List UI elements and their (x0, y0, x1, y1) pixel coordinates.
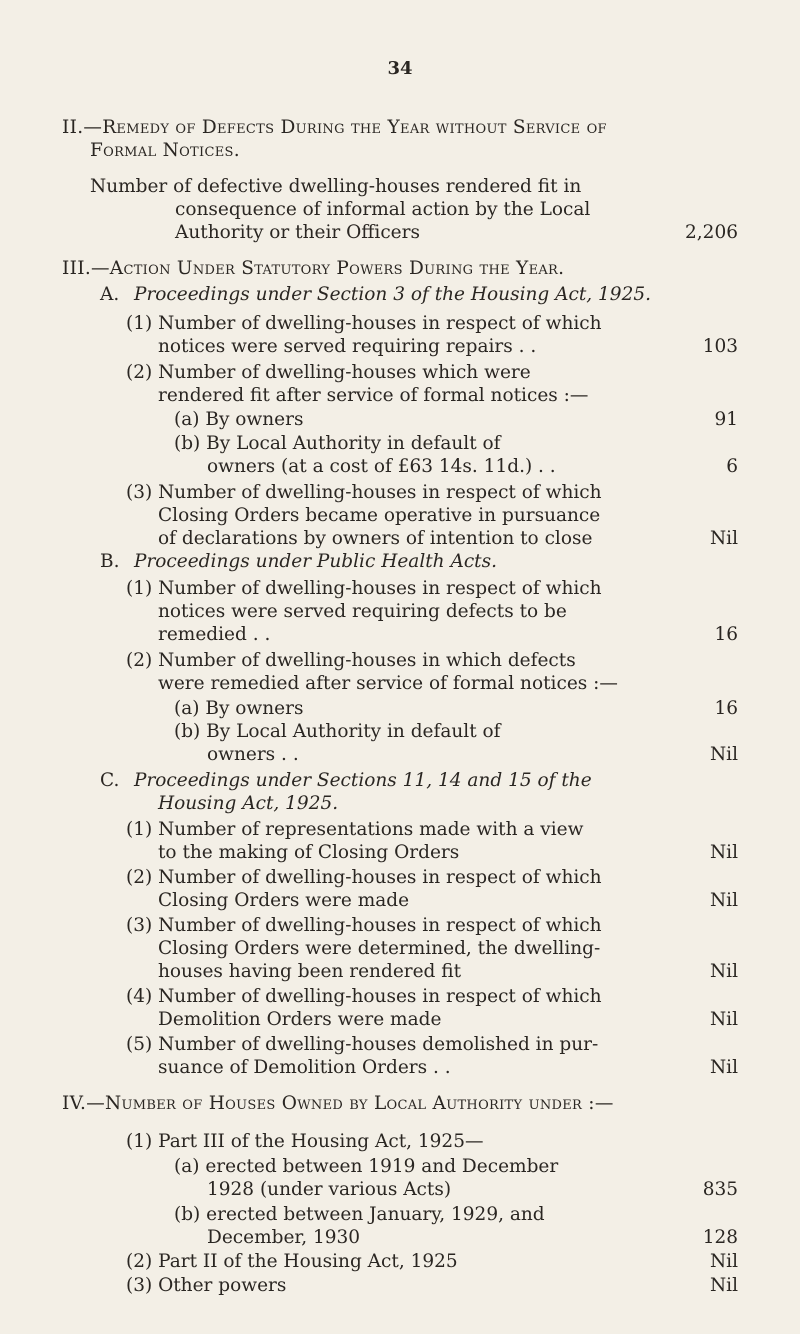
item-text: Demolition Orders were made (158, 1009, 442, 1030)
page-number: 34 (387, 58, 413, 79)
item-text: owners (at a cost of £63 14s. 11d.) . . (207, 456, 556, 477)
item-value: Nil (709, 842, 738, 863)
item-value: Nil (709, 1275, 738, 1296)
item-text: (1) Part III of the Housing Act, 1925— (126, 1131, 484, 1152)
section-3b-title: Proceedings under Public Health Acts. (134, 551, 497, 572)
item-text: notices were served requiring repairs . . (158, 336, 537, 357)
section-2-value: 2,206 (685, 222, 738, 243)
section-3a-label: A. (100, 284, 120, 305)
item-text: houses having been rendered fit (158, 961, 462, 982)
item-text: (b) By Local Authority in default of (174, 721, 501, 742)
item-text: (1) Number of representations made with a view (126, 819, 584, 840)
item-text: Closing Orders were determined, the dwelling- (158, 938, 601, 959)
item-text: Closing Orders were made (158, 890, 410, 911)
item-value: 128 (702, 1227, 738, 1248)
item-text: (a) By owners (174, 409, 304, 430)
item-text: (3) Number of dwelling-houses in respect of which (126, 915, 602, 936)
item-value: Nil (709, 1009, 738, 1030)
item-value: Nil (709, 1057, 738, 1078)
section-2-text: Authority or their Officers (175, 222, 420, 243)
item-text: December, 1930 (207, 1227, 361, 1248)
section-2-text: consequence of informal action by the Local (175, 199, 591, 220)
item-text: (2) Number of dwelling-houses which were (126, 362, 531, 383)
section-3-heading: III.—Action Under Statutory Powers During the Year. (62, 258, 565, 279)
section-2-text: Number of defective dwelling-houses rendered fit in (90, 176, 582, 197)
item-value: 6 (726, 456, 738, 477)
item-text: to the making of Closing Orders (158, 842, 460, 863)
item-text: were remedied after service of formal notices :— (158, 673, 618, 694)
item-value: Nil (709, 1251, 738, 1272)
item-value: Nil (709, 961, 738, 982)
item-value: 103 (702, 336, 738, 357)
item-text: owners . . (207, 744, 299, 765)
item-text: remedied . . (158, 624, 271, 645)
item-text: (2) Part II of the Housing Act, 1925 (126, 1251, 458, 1272)
item-text: 1928 (under various Acts) (207, 1179, 452, 1200)
item-text: notices were served requiring defects to be (158, 601, 567, 622)
item-text: Closing Orders became operative in pursuance (158, 505, 601, 526)
section-2-heading: II.—Remedy of Defects During the Year without Service of (62, 117, 607, 138)
section-4-heading: IV.—Number of Houses Owned by Local Authority under :— (62, 1093, 614, 1114)
item-value: Nil (709, 744, 738, 765)
item-text: (2) Number of dwelling-houses in which defects (126, 650, 576, 671)
section-3c-title: Proceedings under Sections 11, 14 and 15 of the (134, 770, 592, 791)
item-text: rendered fit after service of formal notices :— (158, 385, 589, 406)
item-text: of declarations by owners of intention to close (158, 528, 593, 549)
item-text: (2) Number of dwelling-houses in respect of which (126, 867, 602, 888)
section-3b-label: B. (100, 551, 120, 572)
item-text: (3) Number of dwelling-houses in respect of which (126, 482, 602, 503)
section-3a-title: Proceedings under Section 3 of the Housing Act, 1925. (134, 284, 651, 305)
item-text: (5) Number of dwelling-houses demolished in pur- (126, 1034, 599, 1055)
item-text: (1) Number of dwelling-houses in respect of which (126, 313, 602, 334)
item-value: 16 (714, 698, 738, 719)
item-text: (b) erected between January, 1929, and (174, 1204, 545, 1225)
section-2-heading-cont: Formal Notices. (90, 140, 240, 161)
item-text: (4) Number of dwelling-houses in respect of which (126, 986, 602, 1007)
section-3c-title-cont: Housing Act, 1925. (158, 793, 339, 814)
item-value: Nil (709, 528, 738, 549)
item-value: 91 (714, 409, 738, 430)
item-text: (a) By owners (174, 698, 304, 719)
item-value: 835 (702, 1179, 738, 1200)
item-text: suance of Demolition Orders . . (158, 1057, 451, 1078)
item-text: (1) Number of dwelling-houses in respect of which (126, 578, 602, 599)
item-text: (3) Other powers (126, 1275, 287, 1296)
item-text: (b) By Local Authority in default of (174, 433, 501, 454)
item-text: (a) erected between 1919 and December (174, 1156, 559, 1177)
section-3c-label: C. (100, 770, 120, 791)
item-value: 16 (714, 624, 738, 645)
item-value: Nil (709, 890, 738, 911)
